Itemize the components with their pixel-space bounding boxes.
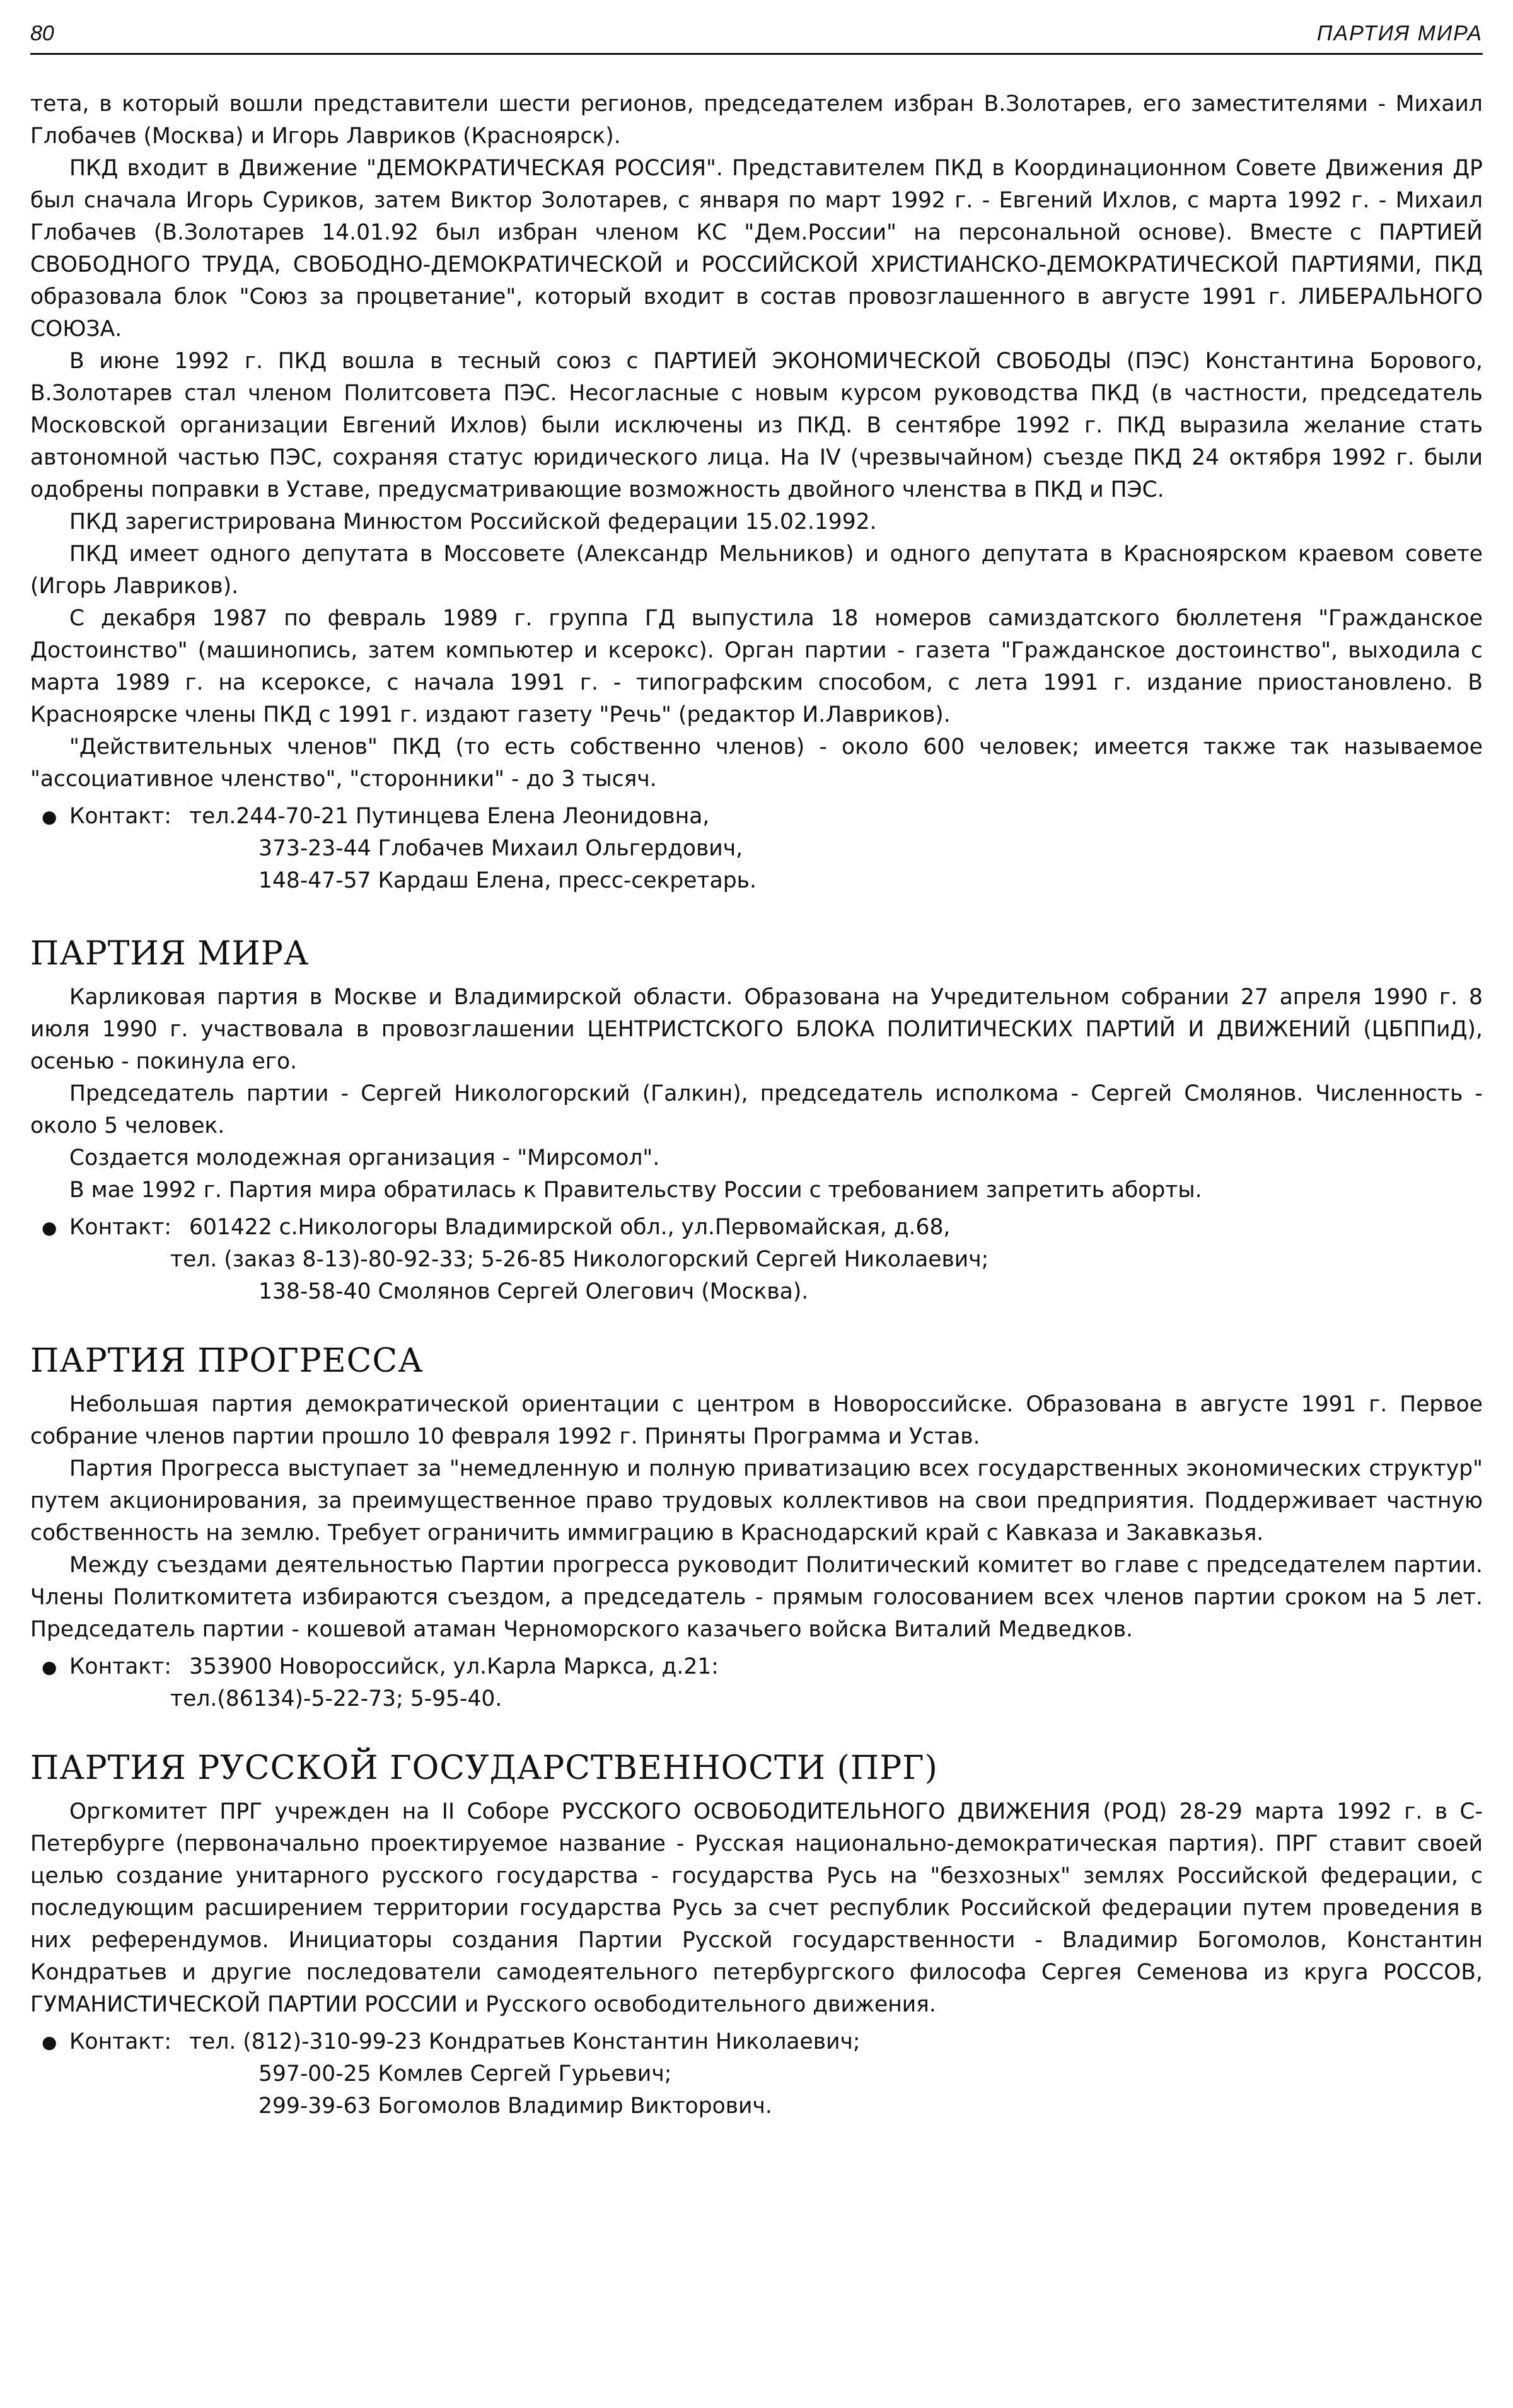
page xyxy=(30,0,1483,2408)
contact-block xyxy=(30,2026,1483,2122)
contact-line: 597-00-25 Комлев Сергей Гурьевич; xyxy=(258,2061,672,2087)
contact-block xyxy=(30,1651,1483,1715)
paragraph: Партия Прогресса выступает за "немедленную и полную приватизацию всех государственных экономических структур" путем акционирования, за преимущественное право трудовых коллективов на свои предприятия. Поддерживает частную собственность на землю. Требует ограничить иммиграцию в Краснодарский край с Кавказа и Закавказья. xyxy=(30,1456,1483,1546)
paragraph: Между съездами деятельностью Партии прогресса руководит Политический комитет во главе с председателем партии. Члены Политкомитета избираются съездом, а председатель - прямым голосованием всех членов партии сроком на 5 лет. Председатель партии - кошевой атаман Черноморского казачьего войска Виталий Медведков. xyxy=(30,1553,1483,1642)
paragraph: В июне 1992 г. ПКД вошла в тесный союз с ПАРТИЕЙ ЭКОНОМИЧЕСКОЙ СВОБОДЫ (ПЭС) Константина Борового, В.Золотарев стал членом Политсовета ПЭС. Несогласные с новым курсом руководства ПКД (в частности, председатель Московской организации Евгений Ихлов) были исключены из ПКД. В сентябре 1992 г. ПКД выразила желание стать автономной частью ПЭС, сохраняя статус юридического лица. На IV (чрезвычайном) съезде ПКД 24 октября 1992 г. были одобрены поправки в Уставе, предусматривающие возможность двойного членства в ПКД и ПЭС. xyxy=(30,349,1483,502)
section-title: ПАРТИЯ ПРОГРЕССА xyxy=(30,1342,424,1380)
contact-block xyxy=(30,801,1483,897)
paragraph: С декабря 1987 по февраль 1989 г. группа ГД выпустила 18 номеров самиздатского бюллетеня "Гражданское Достоинство" (машинопись, затем компьютер и ксерокс). Орган партии - газета "Гражданское достоинство", выходила с марта 1989 г. на ксероксе, с начала 1991 г. - типографским способом, с лета 1991 г. издание приостановлено. В Красноярске члены ПКД с 1991 г. издают газету "Речь" (редактор И.Лавриков). xyxy=(30,606,1483,727)
section-title: ПАРТИЯ МИРА xyxy=(30,935,310,973)
running-header xyxy=(30,19,1483,55)
paragraph: Карликовая партия в Москве и Владимирской области. Образована на Учредительном собрании 27 апреля 1990 г. 8 июля 1990 г. участвовала в провозглашении ЦЕНТРИСТСКОГО БЛОКА ПОЛИТИЧЕСКИХ ПАРТИЙ И ДВИЖЕНИЙ (ЦБППиД), осенью - покинула его. xyxy=(30,985,1483,1074)
contact-line: 373-23-44 Глобачев Михаил Ольгердович, xyxy=(258,836,743,861)
paragraph: ПКД имеет одного депутата в Моссовете (Александр Мельников) и одного депутата в Красноярском краевом совете (Игорь Лавриков). xyxy=(30,541,1483,599)
contact-line: 299-39-63 Богомолов Владимир Викторович. xyxy=(258,2093,772,2119)
contact-lines xyxy=(189,801,1483,897)
pkd-section xyxy=(30,88,1483,897)
page-content xyxy=(30,88,1483,2122)
contact-line: тел. (812)-310-99-23 Кондратьев Константин Николаевич; xyxy=(189,2029,861,2054)
bullet-icon: ● xyxy=(42,1657,57,1677)
running-title: ПАРТИЯ МИРА xyxy=(1316,21,1483,45)
contact-label: Контакт: xyxy=(69,2029,171,2054)
contact-line: 353900 Новороссийск, ул.Карла Маркса, д.21: xyxy=(189,1654,719,1679)
bullet-icon: ● xyxy=(42,1217,57,1238)
contact-line: 148-47-57 Кардаш Елена, пресс-секретарь. xyxy=(258,868,756,893)
prg-section xyxy=(30,1749,1483,2122)
paragraph: ПКД зарегистрирована Минюстом Российской федерации 15.02.1992. xyxy=(69,509,877,535)
mira-section xyxy=(30,935,1483,1308)
contact-line: тел. (заказ 8-13)-80-92-33; 5-26-85 Никологорский Сергей Николаевич; xyxy=(170,1247,989,1272)
paragraph: "Действительных членов" ПКД (то есть собственно членов) - около 600 человек; имеется также так называемое "ассоциативное членство", "сторонники" - до 3 тысяч. xyxy=(30,734,1483,792)
paragraph: В мае 1992 г. Партия мира обратилась к Правительству России с требованием запретить аборты. xyxy=(69,1178,1202,1203)
contact-line: тел.244-70-21 Путинцева Елена Леонидовна, xyxy=(189,804,710,829)
paragraph: ПКД входит в Движение "ДЕМОКРАТИЧЕСКАЯ РОССИЯ". Представителем ПКД в Координационном Совете Движения ДР был сначала Игорь Суриков, затем Виктор Золотарев, с января по март 1992 г. - Евгений Ихлов, с марта 1992 г. - Михаил Глобачев (В.Золотарев 14.01.92 был избран членом КС "Дем.России" на персональной основе). Вместе с ПАРТИЕЙ СВОБОДНОГО ТРУДА, СВОБОДНО-ДЕМОКРАТИЧЕСКОЙ и РОССИЙСКОЙ ХРИСТИАНСКО-ДЕМОКРАТИЧЕСКОЙ ПАРТИЯМИ, ПКД образовала блок "Союз за процветание", который входит в состав провозглашенного в августе 1991 г. ЛИБЕРАЛЬНОГО СОЮЗА. xyxy=(30,156,1483,342)
paragraph: Создается молодежная организация - "Мирсомол". xyxy=(69,1145,660,1171)
progress-section xyxy=(30,1342,1483,1715)
paragraph: Председатель партии - Сергей Никологорский (Галкин), председатель исполкома - Сергей Смолянов. Численность - около 5 человек. xyxy=(30,1081,1483,1138)
bullet-icon: ● xyxy=(42,2032,57,2052)
contact-lines xyxy=(170,1212,1483,1308)
contact-label: Контакт: xyxy=(69,1215,171,1240)
paragraph: тета, в который вошли представители шести регионов, председателем избран В.Золотарев, его заместителями - Михаил Глобачев (Москва) и Игорь Лавриков (Красноярск). xyxy=(30,91,1483,149)
contact-lines xyxy=(189,2026,1483,2122)
page-number: 80 xyxy=(30,21,54,45)
section-title: ПАРТИЯ РУССКОЙ ГОСУДАРСТВЕННОСТИ (ПРГ) xyxy=(30,1749,938,1787)
contact-label: Контакт: xyxy=(69,804,171,829)
contact-label: Контакт: xyxy=(69,1654,171,1679)
contact-line: 138-58-40 Смолянов Сергей Олегович (Москва). xyxy=(258,1279,809,1304)
paragraph: Небольшая партия демократической ориентации с центром в Новороссийске. Образована в августе 1991 г. Первое собрание членов партии прошло 10 февраля 1992 г. Приняты Программа и Устав. xyxy=(30,1392,1483,1449)
contact-line: тел.(86134)-5-22-73; 5-95-40. xyxy=(170,1686,502,1711)
contact-lines xyxy=(170,1651,1483,1715)
contact-line: 601422 с.Никологоры Владимирской обл., ул.Первомайская, д.68, xyxy=(189,1215,951,1240)
contact-block xyxy=(30,1212,1483,1308)
paragraph: Оргкомитет ПРГ учрежден на II Соборе РУССКОГО ОСВОБОДИТЕЛЬНОГО ДВИЖЕНИЯ (РОД) 28-29 марта 1992 г. в С-Петербурге (первоначально проектируемое название - Русская национально-демократическая партия). ПРГ ставит своей целью создание унитарного русского государства - государства Русь на "безхозных" землях Российской федерации, с последующим расширением территории государства Русь за счет республик Российской федерации путем проведения в них референдумов. Инициаторы создания Партии Русской государственности - Владимир Богомолов, Константин Кондратьев и другие последователи самодеятельного петербургского философа Сергея Семенова из круга РОССОВ, ГУМАНИСТИЧЕСКОЙ ПАРТИИ РОССИИ и Русского освободительного движения. xyxy=(30,1799,1483,2017)
bullet-icon: ● xyxy=(42,806,57,827)
